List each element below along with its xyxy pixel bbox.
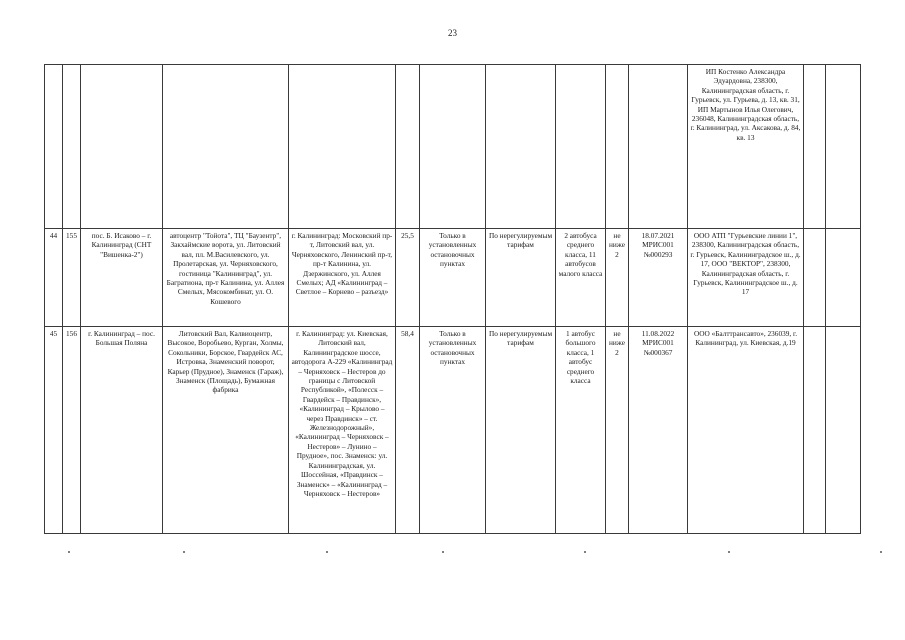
- cell-boarding: Только в установленных остановочных пунктах: [420, 327, 486, 534]
- table-row: [45, 229, 861, 327]
- cell-start-date: [629, 65, 688, 229]
- cell-vehicles: [556, 65, 606, 229]
- cell-carrier: ИП Костенко Александра Эдуардовна, 238300, Калининградская область, г. Гурьевск, ул. Гурьева, д. 13, кв. 31, ИП Мартынов Илья Олегович, 236048, Калининградская область, г. Калининград, ул. Аксакова, д. 84, кв. 13: [688, 65, 804, 229]
- cell-streets: [289, 65, 396, 229]
- cell-route-name: пос. Б. Исаково – г. Калининград (СНТ "Вишенка-2"): [81, 229, 163, 327]
- cell-boarding: [420, 65, 486, 229]
- scan-dot: [68, 551, 70, 553]
- cell-length: 58,4: [396, 327, 420, 534]
- cell-vehicles: 2 автобуса среднего класса, 11 автобусов малого класса: [556, 229, 606, 327]
- cell-index: 44: [45, 229, 63, 327]
- scan-artifact-dots: [0, 551, 905, 555]
- cell-index: 45: [45, 327, 63, 534]
- cell-empty: [804, 65, 826, 229]
- scan-dot: [880, 551, 882, 553]
- scan-dot: [728, 551, 730, 553]
- table-row: [45, 327, 861, 534]
- cell-eco-class: [606, 65, 629, 229]
- cell-reg-number: 155: [63, 229, 81, 327]
- cell-empty: [804, 327, 826, 534]
- cell-empty: [826, 327, 861, 534]
- cell-route-name: [81, 65, 163, 229]
- cell-start-date: 11.08.2022 МРИС001 №000367: [629, 327, 688, 534]
- cell-index: [45, 65, 63, 229]
- cell-empty: [826, 65, 861, 229]
- cell-carrier: ООО АТП "Гурьевские линии 1", 238300, Калининградская область, г. Гурьевск, Калининградское ш., д. 17, ООО "ВЕКТОР", 238300, Калининградская область, г. Гурьевск, Калининградское ш., д. 17: [688, 229, 804, 327]
- scan-dot: [442, 551, 444, 553]
- cell-streets: г. Калининград: Московский пр-т, Литовский вал, ул. Черняховского, Ленинский пр-т, пр-т Калинина, ул. Дзержинского, ул. Аллея Смелых; АД «Калининград – Светлое – Корнево – разъезд»: [289, 229, 396, 327]
- cell-route-name: г. Калининград – пос. Большая Поляна: [81, 327, 163, 534]
- cell-carrier: ООО «Балттрансавто», 236039, г. Калининград, ул. Киевская, д.19: [688, 327, 804, 534]
- cell-start-date: 18.07.2021 МРИС001 №000293: [629, 229, 688, 327]
- scan-dot: [584, 551, 586, 553]
- scan-dot: [326, 551, 328, 553]
- cell-tariff: [486, 65, 556, 229]
- cell-eco-class: не ниже 2: [606, 229, 629, 327]
- cell-stops: [163, 65, 289, 229]
- cell-empty: [804, 229, 826, 327]
- page-number: 23: [448, 28, 457, 38]
- route-registry-table: [44, 64, 861, 534]
- cell-empty: [826, 229, 861, 327]
- cell-reg-number: [63, 65, 81, 229]
- cell-streets: г. Калининград: ул. Киевская, Литовский вал, Калининградское шоссе, автодорога А-229 «Калининград – Черняховск – Нестеров до границы с Литовской Республикой», «Полесск – Гвардейск – Правдинск», «Калининград – Крылово – через Правдинск» – ст. Железнодорожный», «Калининград – Черняховск – Нестеров» – Лунино – Прудное», пос. Знаменск: ул. Калининградская, ул. Шоссейная, «Правдинск – Знаменск» – «Калининград – Черняховск – Нестеров»: [289, 327, 396, 534]
- cell-vehicles: 1 автобус большого класса, 1 автобус среднего класса: [556, 327, 606, 534]
- cell-stops: автоцентр "Тойота", ТЦ "Баузентр", Закхаймские ворота, ул. Литовский вал, пл. М.Василевского, ул. Пролетарская, ул. Черняховского, гостиница "Калининград", ул. Багратиона, пр-т Калинина, ул. Аллея Смелых, Мясокомбинат, ул. О. Кошевого: [163, 229, 289, 327]
- cell-stops: Литовский Вал, Калвиоцентр, Высокое, Воробьево, Курган, Холмы, Сокольники, Борское, Гвардейск АС, Истровка, Знаменский поворот, Карьер (Прудное), Знаменск (Гараж), Знаменск (Площадь), Бумажная фабрика: [163, 327, 289, 534]
- cell-reg-number: 156: [63, 327, 81, 534]
- cell-length: 25,5: [396, 229, 420, 327]
- cell-length: [396, 65, 420, 229]
- cell-tariff: По нерегулируемым тарифам: [486, 229, 556, 327]
- scan-dot: [183, 551, 185, 553]
- cell-tariff: По нерегулируемым тарифам: [486, 327, 556, 534]
- cell-eco-class: не ниже 2: [606, 327, 629, 534]
- cell-boarding: Только в установленных остановочных пунктах: [420, 229, 486, 327]
- table-row: [45, 65, 861, 229]
